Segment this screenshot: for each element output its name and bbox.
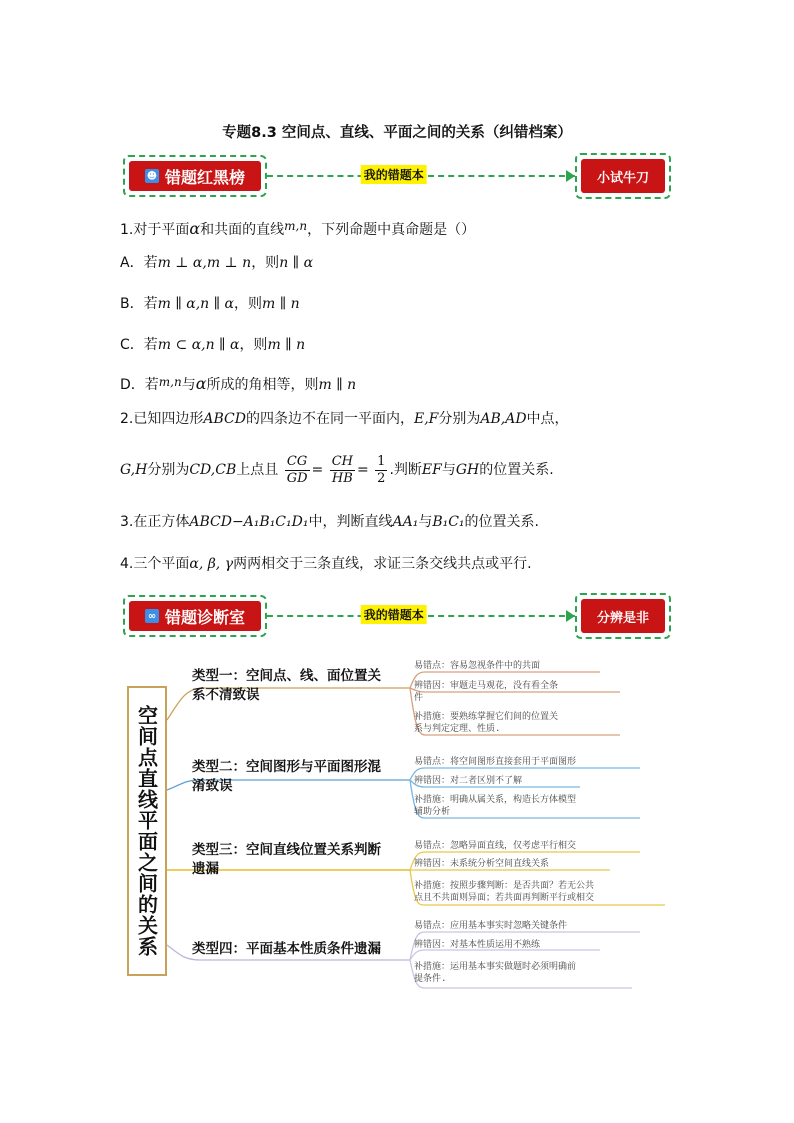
type-1-note: 系与判定定理、性质. [414,724,501,734]
type-2-note: 易错点：将空间图形直接套用于平面图形 [414,757,577,767]
banner-right-label: 小试牛刀 [581,159,665,193]
type-4-note: 提条件. [414,974,447,984]
option-d: D．若m,n与α所成的角相等，则m ∥ n [120,374,357,393]
question-1-stem: 1.对于平面α和共面的直线m,n，下列命题中真命题是（） [120,219,476,238]
type-2-note: 补措施：明确从属关系，构造长方体模型 [414,795,577,805]
type-1-note: 补措施：要熟练掌握它们间的位置关 [414,712,559,722]
banner-right-label: 分辨是非 [581,599,665,633]
type-1-title: 类型一：空间点、线、面位置关 系不清致误 [192,668,381,703]
type-3-note: 易错点：忽略异面直线，仅考虑平行相交 [414,841,577,851]
banner-left-label: 错题诊断室 [164,607,245,627]
option-b: B．若m ∥ α,n ∥ α，则m ∥ n [120,296,300,312]
banner-middle-label: 我的错题本 [361,605,427,624]
type-1-note: 件 [414,693,424,703]
option-c: C．若m ⊂ α,n ∥ α，则m ∥ n [120,337,306,353]
link-icon: ∞ [145,609,159,623]
type-2-title: 类型二：空间图形与平面图形混 淆致误 [192,759,381,794]
mind-map-center: 空间点直线平面之间的关系 [127,686,167,976]
type-3-title: 类型三：空间直线位置关系判断 遗漏 [192,842,381,877]
type-4-title: 类型四：平面基本性质条件遗漏 [192,941,381,957]
page-title: 专题8.3 空间点、直线、平面之间的关系（纠错档案） [222,125,572,141]
type-3-note: 补措施：按照步骤判断：是否共面？若无公共 [414,881,595,891]
fraction-ch-hb: $\frac{CH}{HB}$ [331,453,353,486]
banner-middle-label: 我的错题本 [361,165,427,184]
type-2-note: 辅助分析 [414,807,451,817]
type-4-note: 辨错因：对基本性质运用不熟练 [414,940,541,950]
fraction-one-half: $\frac{1}{2}$ [377,453,386,486]
type-3-note: 点且不共面则异面；若共面再判断平行或相交 [414,893,595,903]
question-3: 3.在正方体ABCD−A₁B₁C₁D₁中，判断直线AA₁与B₁C₁的位置关系. [120,514,539,530]
fraction-cg-gd: $\frac{CG}{GD}$ [286,453,308,486]
type-1-note: 易错点：容易忽视条件中的共面 [414,661,541,671]
type-2-note: 辨错因：对二者区别不了解 [414,776,523,786]
banner-left-label: 错题红黑榜 [164,167,245,187]
question-2-line1: 2.已知四边形ABCD的四条边不在同一平面内，E,F分别为AB,AD中点， [120,411,569,427]
type-1-note: 辨错因：审题走马观花，没有看全条 [414,681,559,691]
type-3-note: 辨错因：未系统分析空间直线关系 [414,859,550,869]
question-2-line2: G,H分别为CD,CB上点且 $\frac{CG}{GD}$ = $\frac{CH}{HB}$ = $\frac{1}{2}$ .判断EF与GH的位置关系. [120,453,554,486]
question-4: 4.三个平面α, β, γ两两相交于三条直线，求证三条交线共点或平行. [120,556,532,572]
user-icon: ☻ [146,170,158,182]
type-4-note: 补措施：运用基本事实做题时必须明确前 [414,962,577,972]
option-a: A．若m ⊥ α,m ⊥ n，则n ∥ α [120,255,314,271]
type-4-note: 易错点：应用基本事实时忽略关键条件 [414,921,568,931]
